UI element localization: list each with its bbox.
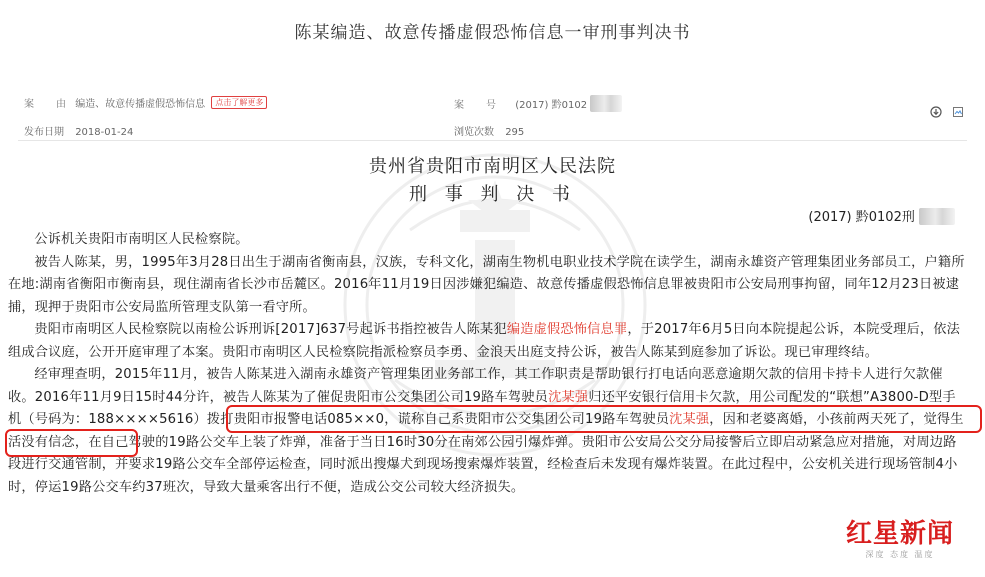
highlight-box [5, 429, 138, 457]
views-label: 浏览次数 [454, 127, 494, 138]
download-icon[interactable] [930, 106, 942, 121]
news-watermark [846, 520, 954, 560]
paragraph-prosecutor: 公诉机关贵阳市南明区人民检察院。 [34, 232, 249, 247]
document-type: 刑 事 判 决 书 [409, 184, 576, 205]
views-value: 295 [505, 127, 525, 138]
publish-date-value: 2018-01-24 [75, 127, 134, 138]
proceedings-text-a: 贵阳市南明区人民检察院以南检公诉刑诉[2017]637号起诉书指控被告人陈某犯 [34, 322, 507, 337]
watermark-tagline: 深度 态度 温度 [865, 550, 935, 559]
person-name-link[interactable]: 沈某强 [669, 412, 710, 427]
judgment-body [8, 229, 968, 499]
case-cause-value: 编造、故意传播虚假恐怖信息 [75, 99, 206, 110]
redacted-mosaic [919, 208, 955, 225]
page-title: 陈某编造、故意传播虚假恐怖信息一审刑事判决书 [294, 23, 691, 43]
case-cause-label: 案 由 [24, 99, 72, 110]
print-icon[interactable] [952, 106, 964, 121]
document-case-number: (2017) 黔0102刑 [808, 210, 915, 225]
header-divider [18, 140, 967, 141]
proceedings-text-b: ，于2017年6月5日向本院提起公诉，本院受理后，依法组成合议庭，公开开庭审理了本案。贵阳市南明区人民检察院指派检察员李勇、金浪天出庭支持公诉，被告人陈某到庭参加了诉讼。现已审理终结。 [8, 322, 961, 360]
paragraph-proceedings [8, 319, 968, 364]
case-cause-row [24, 95, 267, 110]
learn-more-link[interactable]: 点击了解更多 [211, 96, 267, 109]
person-name-link[interactable]: 沈某强 [548, 389, 589, 405]
facts-text-b: 归还平安银行信用卡欠款，用公司配发的“联想”A3800-D型手机（号码为：188××××5616）拨打贵阳市报警电话085××0，谎称自己系贵阳市公交集团公司19路车驾驶员 [8, 389, 956, 427]
case-number-value: (2017) 黔0102 [515, 100, 588, 111]
case-number-row [454, 95, 622, 112]
paragraph-defendant: 被告人陈某，男，1995年3月28日出生于湖南省衡南县，汉族，专科文化，湖南生物机电职业技术学院在读学生，湖南永雄资产管理集团业务部员工，户籍所在地:湖南省衡阳市衡南县，现住湖南省长沙市岳麓区。2016年11月19日因涉嫌犯编造、故意传播虚假恐怖信息罪被贵阳市公安局刑事拘留，同年12月23日被逮捕，现押于贵阳市公安局监所管理支队第一看守所。 [8, 254, 965, 315]
publish-date-label: 发布日期 [24, 127, 64, 138]
court-name: 贵州省贵阳市南明区人民法院 [369, 156, 616, 177]
views-row [454, 123, 524, 138]
toolbar [930, 106, 970, 121]
watermark-logo: 红星新闻 [846, 519, 955, 549]
case-number-label: 案 号 [454, 100, 502, 111]
redacted-mosaic [590, 95, 622, 112]
facts-text-a: 经审理查明，2015年11月，被告人陈某进入湖南永雄资产管理集团业务部工作，其工作职责是帮助银行打电话向恶意逾期欠款的信用卡持卡人进行欠款催收。2016年11月9日15时44分许，被告人陈某为了催促贵阳市公交集团公司19路车驾驶员 [8, 367, 943, 405]
document-case-number-row [808, 206, 955, 225]
publish-date-row [24, 123, 133, 138]
charge-link[interactable]: 编造虚假恐怖信息罪 [506, 322, 628, 337]
highlight-box [226, 405, 982, 433]
facts-text-c: ，因和老婆离婚，小孩前两天死了，觉得生活没有信念，在自己驾驶的19路公交车上装了炸弹，准备于当日16时30分在南郊公园引爆炸弹。贵阳市公安局公交分局接警后立即启动紧急应对措施，对周边路段进行交通管制，并要求19路公交车全部停运检查，同时派出搜爆犬到现场搜索爆炸装置，经检查后未发现有爆炸装置。在此过程中，公安机关进行现场管制4小时，停运19路公交车约37班次，导致大量乘客出行不便，造成公交公司较大经济损失。 [8, 412, 964, 495]
